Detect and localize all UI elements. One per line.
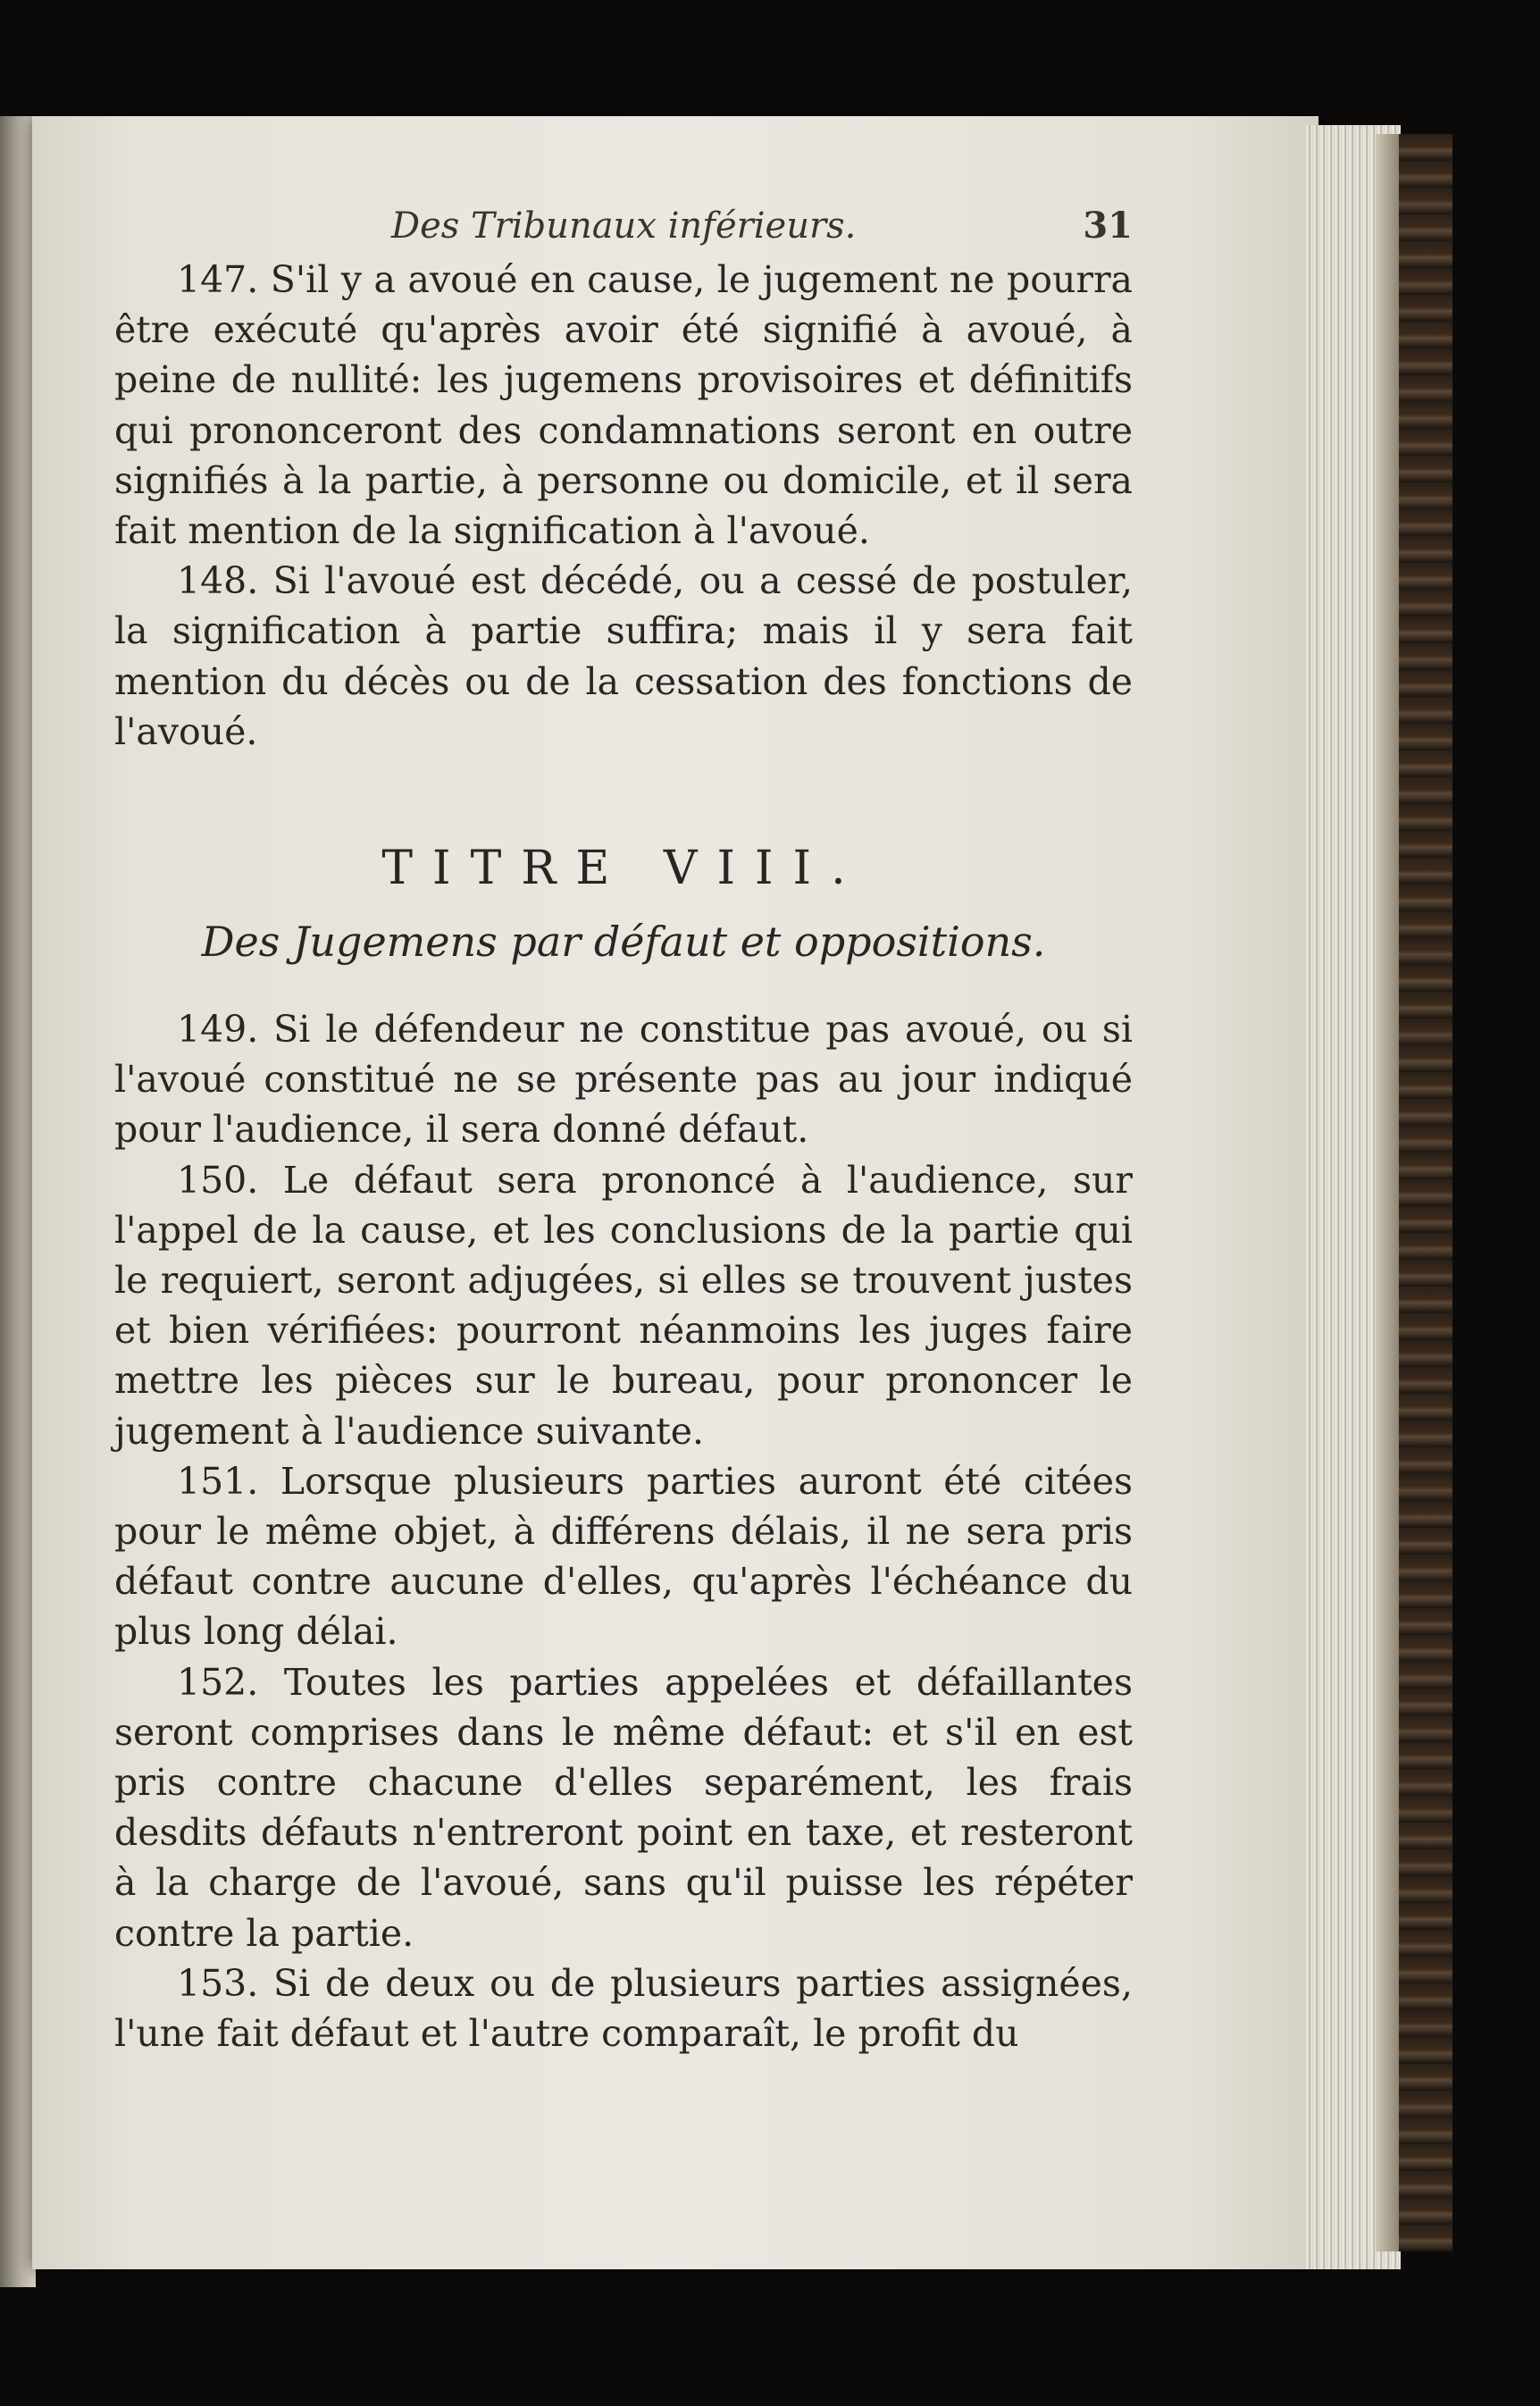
running-head-title: Des Tribunaux inférieurs. [391,205,857,247]
page-number: 31 [1083,205,1133,247]
article-148: 148. Si l'avoué est décédé, ou a cessé de postuler, la signification à partie suffira; mais il y sera fait mention du décès ou de la cessation des fonctions de l'avoué. [114,559,1133,753]
left-page-edge [0,116,36,2287]
cover-inner-edge [1376,134,1399,2251]
running-head [114,192,1133,255]
article-153: 153. Si de deux ou de plusieurs parties assignées, l'une fait défaut et l'autre comparaît, le profit du [114,1961,1133,2056]
article-152: 152. Toutes les parties appelées et défaillantes seront comprises dans le même défaut: et s'il en est pris contre chacune d'elles separément, les frais desdits défauts n'entreront point en taxe, et resteront à la charge de l'avoué, sans qu'il puisse les répéter contre la partie. [114,1660,1133,1955]
article-149: 149. Si le défendeur ne constitue pas avoué, ou si l'avoué constitué ne se présente pas au jour indiqué pour l'audience, il sera donné défaut. [114,1008,1133,1152]
article-150: 150. Le défaut sera prononcé à l'audience, sur l'appel de la cause, et les conclusions de la partie qui le requiert, seront adjugées, si elles se trouvent justes et bien vérifiées: pourront néanmoins les juges faire mettre les pièces sur le bureau, pour prononcer le jugement à l'audience suivante. [114,1158,1133,1453]
article-151: 151. Lorsque plusieurs parties auront été citées pour le même objet, à différens délais, il ne sera pris défaut contre aucune d'elles, qu'après l'échéance du plus long délai. [114,1459,1133,1654]
page-text-block [114,192,1133,2058]
book-cover-binding [1399,134,1452,2251]
article-147: 147. S'il y a avoué en cause, le jugement ne pourra être exécuté qu'après avoir été signifié à avoué, à peine de nullité: les jugemens provisoires et définitifs qui prononceront des condamnations seront en outre signifiés à la partie, à personne ou domicile, et il sera fait mention de la signification à l'avoué. [114,258,1133,553]
section-title: TITRE VIII. [381,842,866,896]
section-subtitle: Des Jugemens par défaut et oppositions. [201,918,1046,967]
